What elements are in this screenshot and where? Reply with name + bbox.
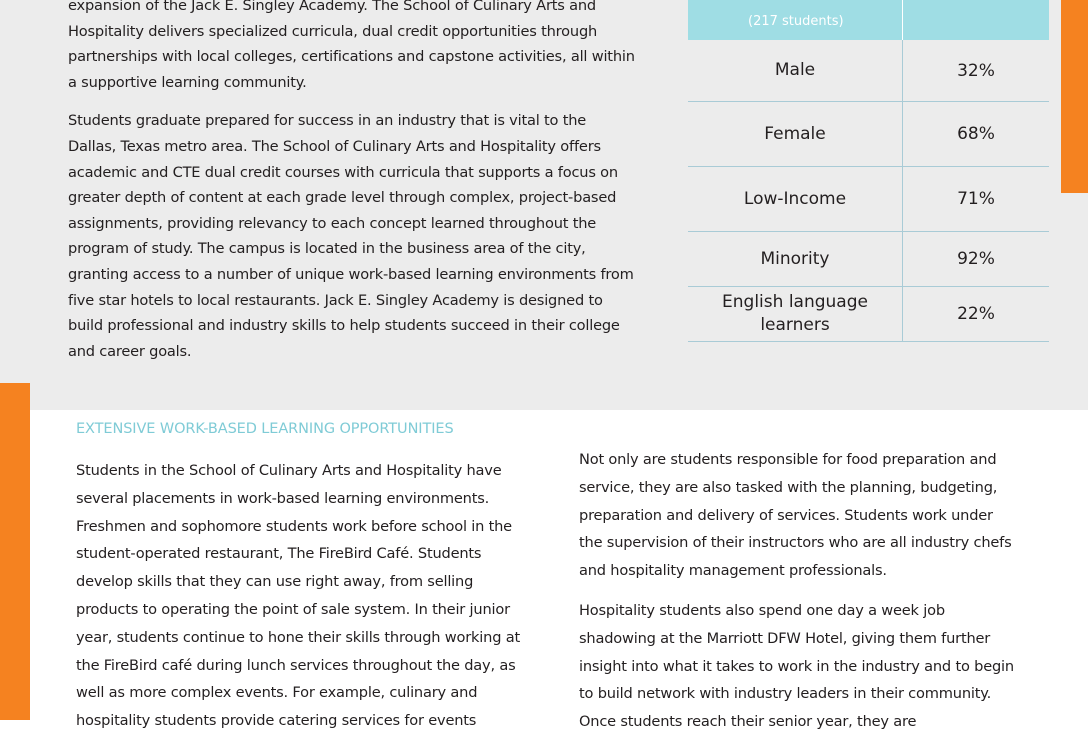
left-paragraph-1: Students in the School of Culinary Arts and Hospitality have several placements in work-based learning environments. Freshmen and sophomore students work before school in the student-operated restaurant, The FireBird Café. Students develop skills that they can use right away, from selling products to operating the point of sale system. In their junior year, students continue to hone their skills through working at the FireBird café during lunch services throughout the day, as well as more complex events. For example, culinary and hospitality students provide catering services for events [76,462,520,730]
orange-accent-bar-right [1061,0,1088,193]
section-heading: EXTENSIVE WORK-BASED LEARNING OPPORTUNITIES [76,421,454,437]
orange-accent-bar-left [0,383,30,720]
student-count: (217 students) [748,14,844,29]
left-column [76,457,536,747]
row-label: Low-Income [688,167,903,231]
row-label: Male [688,40,903,101]
table-header [688,0,1049,40]
header-divider [902,0,903,40]
intro-text [68,0,638,377]
table-row [688,102,1049,167]
table-row [688,232,1049,287]
student-demographics-table [688,0,1049,342]
right-column [579,446,1019,748]
row-value: 32% [957,60,995,81]
table-row [688,40,1049,102]
intro-paragraph-1: expansion of the Jack E. Singley Academy. The School of Culinary Arts and Hospitality delivers specialized curricula, dual credit opportunities through partnerships with local colleges, certifications and capstone activities, all within a supportive learning community. [68,0,635,91]
right-paragraph-1: Not only are students responsible for food preparation and service, they are also tasked with the planning, budgeting, preparation and delivery of services. Students work under the supervision of their instructors who are all industry chefs and hospitality management professionals. [579,451,1012,580]
row-value: 71% [957,189,995,209]
row-value: 68% [957,124,995,144]
row-value: 92% [957,249,995,269]
row-value: 22% [957,304,995,324]
right-paragraph-2: Hospitality students also spend one day a week job shadowing at the Marriott DFW Hotel, giving them further insight into what it takes to work in the industry and to begin to build network with industry leaders in their community. Once students reach their senior year, they are [579,601,1014,731]
table-row [688,167,1049,232]
intro-paragraph-2: Students graduate prepared for success in an industry that is vital to the Dallas, Texas metro area. The School of Culinary Arts and Hospitality offers academic and CTE dual credit courses with curricula that supports a focus on greater depth of content at each grade level through complex, project-based assignments, providing relevancy to each concept learned throughout the program of study. The campus is located in the business area of the city, granting access to a number of unique work-based learning environments from five star hotels to local restaurants. Jack E. Singley Academy is designed to build professional and industry skills to help students succeed in their college and career goals. [68,112,634,360]
row-label: Female [688,102,903,166]
row-label: Minority [688,232,903,286]
table-row [688,287,1049,342]
row-label: English language learners [688,287,903,341]
